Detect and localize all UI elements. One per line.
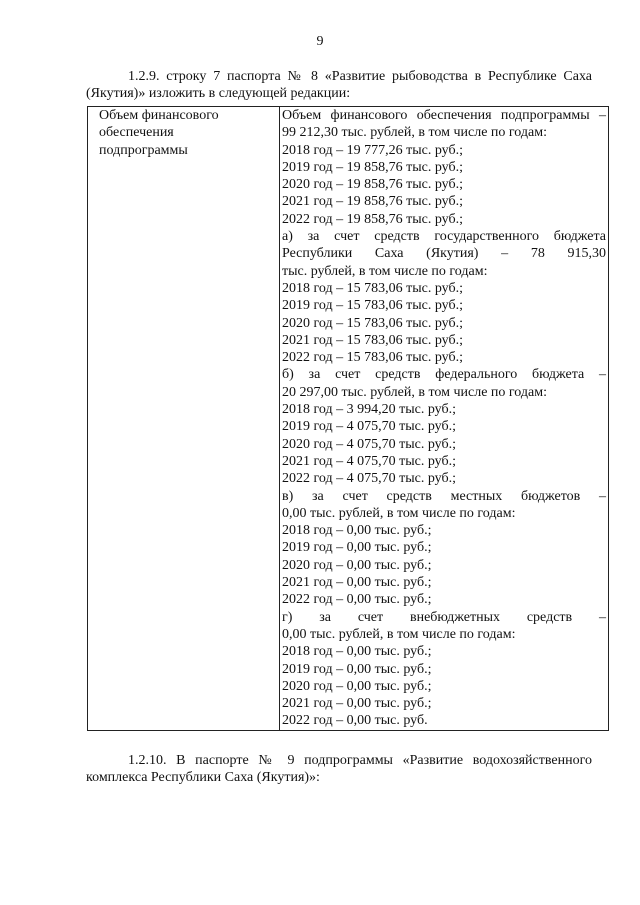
- value-line: 2019 год – 0,00 тыс. руб.;: [282, 540, 432, 556]
- value-line: 2019 год – 4 075,70 тыс. руб.;: [282, 419, 456, 435]
- passport-table: [87, 106, 609, 731]
- value-line: г) за счет внебюджетных средств –: [282, 609, 606, 625]
- value-line: 99 212,30 тыс. рублей, в том числе по годам:: [282, 125, 547, 141]
- value-line: 2018 год – 0,00 тыс. руб.;: [282, 644, 432, 660]
- intro-second-line: (Якутия)» изложить в следующей редакции:: [86, 86, 351, 101]
- value-line: 2022 год – 0,00 тыс. руб.;: [282, 592, 432, 608]
- value-line: 2021 год – 15 783,06 тыс. руб.;: [282, 332, 463, 348]
- outro-first-line: 1.2.10. В паспорте № 9 подпрограммы «Развитие водохозяйственного: [128, 753, 592, 768]
- value-line: 2020 год – 15 783,06 тыс. руб.;: [282, 315, 463, 331]
- value-line: 2022 год – 0,00 тыс. руб.: [282, 713, 428, 729]
- value-line: 2021 год – 19 858,76 тыс. руб.;: [282, 194, 463, 210]
- value-line: 2019 год – 15 783,06 тыс. руб.;: [282, 298, 463, 314]
- value-line: 2022 год – 15 783,06 тыс. руб.;: [282, 350, 463, 366]
- value-cell: [280, 107, 609, 731]
- value-line: 2020 год – 4 075,70 тыс. руб.;: [282, 436, 456, 452]
- value-line: 2020 год – 0,00 тыс. руб.;: [282, 678, 432, 694]
- value-line: 2018 год – 0,00 тыс. руб.;: [282, 523, 432, 539]
- value-line: 2018 год – 3 994,20 тыс. руб.;: [282, 402, 456, 418]
- value-line: Объем финансового обеспечения подпрограммы –: [282, 108, 606, 123]
- value-line: Республики Саха (Якутия) – 78 915,30: [282, 246, 606, 262]
- table-row: [88, 107, 609, 731]
- value-line: 2022 год – 4 075,70 тыс. руб.;: [282, 471, 456, 487]
- outro-paragraph: [86, 752, 592, 786]
- value-line: 20 297,00 тыс. рублей, в том числе по годам:: [282, 384, 547, 400]
- value-line: 2018 год – 19 777,26 тыс. руб.;: [282, 142, 463, 158]
- value-line: б) за счет средств федерального бюджета –: [282, 367, 606, 383]
- value-line: а) за счет средств государственного бюджета: [282, 229, 606, 245]
- value-line: 2020 год – 19 858,76 тыс. руб.;: [282, 177, 463, 193]
- label-line: обеспечения: [99, 125, 174, 141]
- intro-paragraph: [86, 68, 592, 102]
- value-line: 0,00 тыс. рублей, в том числе по годам:: [282, 626, 516, 642]
- value-line: 2022 год – 19 858,76 тыс. руб.;: [282, 211, 463, 227]
- value-line: 0,00 тыс. рублей, в том числе по годам:: [282, 505, 516, 521]
- value-line: в) за счет средств местных бюджетов –: [282, 488, 606, 504]
- label-line: Объем финансового: [99, 108, 219, 123]
- value-line: 2019 год – 19 858,76 тыс. руб.;: [282, 159, 463, 175]
- value-line: 2018 год – 15 783,06 тыс. руб.;: [282, 280, 463, 296]
- value-line: 2019 год – 0,00 тыс. руб.;: [282, 661, 432, 677]
- intro-first-line: 1.2.9. строку 7 паспорта № 8 «Развитие рыбоводства в Республике Саха: [128, 69, 592, 84]
- value-line: 2021 год – 4 075,70 тыс. руб.;: [282, 453, 456, 469]
- outro-second-line: комплекса Республики Саха (Якутия)»:: [86, 770, 320, 785]
- label-cell: [88, 107, 280, 731]
- label-line: подпрограммы: [99, 142, 188, 158]
- value-line: тыс. рублей, в том числе по годам:: [282, 263, 488, 279]
- value-line: 2021 год – 0,00 тыс. руб.;: [282, 696, 432, 712]
- value-line: 2021 год – 0,00 тыс. руб.;: [282, 575, 432, 591]
- value-line: 2020 год – 0,00 тыс. руб.;: [282, 557, 432, 573]
- page-number: 9: [316, 34, 324, 49]
